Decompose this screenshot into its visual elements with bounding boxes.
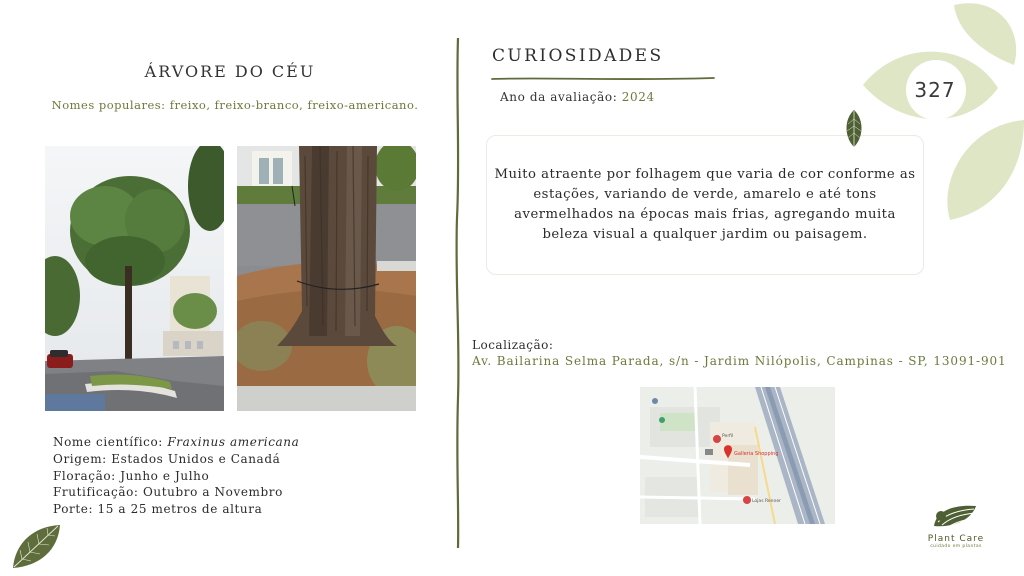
popular-names — [20, 98, 450, 112]
location-address: Av. Bailarina Selma Parada, s/n - Jardim Nilópolis, Campinas - SP, 13091-901 — [472, 354, 1007, 368]
logo-tagline: cuidado em plantas — [930, 544, 982, 549]
fact-label: Frutificação: — [53, 485, 139, 500]
year-label: Ano da avaliação: — [500, 90, 618, 104]
logo-name: Plant Care — [927, 534, 985, 544]
location-label: Localização: — [472, 338, 554, 352]
map-label-place1: Galleria Shopping — [734, 451, 779, 457]
curiosity-text: Muito atraente por folhagem que varia de cor conforme as estações, variando de verde, amarelo e até tons avermelhados na épocas mais frias, agregando muita beleza visual a qualquer jardim ou paisagem. — [494, 167, 916, 242]
fact-value: Estados Unidos e Canadá — [111, 451, 281, 466]
section-title: CURIOSIDADES — [492, 46, 664, 66]
fact-value: Fraxinus americana — [167, 435, 300, 449]
fact-scientific-name — [53, 434, 433, 451]
map-marker-icon — [713, 435, 721, 443]
trunk-photo — [237, 146, 416, 411]
fact-value: 15 a 25 metros de altura — [97, 502, 263, 517]
fact-value: Outubro a Novembro — [142, 485, 283, 500]
fact-value: Junho e Julho — [120, 468, 210, 483]
popular-names-value: freixo, freixo-branco, freixo-americano. — [169, 98, 419, 112]
column-divider — [452, 38, 464, 548]
fact-size — [53, 501, 433, 518]
fact-origin — [53, 451, 433, 468]
fact-fruiting — [53, 484, 433, 501]
year-value: 2024 — [621, 90, 655, 104]
popular-names-label: Nomes populares: — [51, 98, 166, 112]
map-label-place2: Lojas Renner — [752, 499, 781, 504]
fact-label: Origem: — [53, 451, 107, 466]
plant-facts — [53, 434, 433, 518]
logo-leaf-icon — [928, 500, 984, 530]
fact-label: Floração: — [53, 468, 116, 483]
evaluation-year — [500, 90, 655, 104]
corner-leaf-icon — [10, 522, 62, 570]
fact-flowering — [53, 468, 433, 485]
page-number: 327 — [914, 78, 956, 102]
fact-label: Nome científico: — [53, 435, 163, 449]
small-leaf-icon — [843, 109, 865, 149]
fact-label: Porte: — [53, 502, 94, 517]
title-underline — [490, 68, 716, 76]
brand-logo — [920, 500, 992, 560]
map-label-place3: Perfil — [722, 434, 734, 439]
location-map[interactable] — [640, 387, 835, 524]
tree-photo — [45, 146, 224, 411]
plant-title: ÁRVORE DO CÉU — [144, 62, 316, 81]
